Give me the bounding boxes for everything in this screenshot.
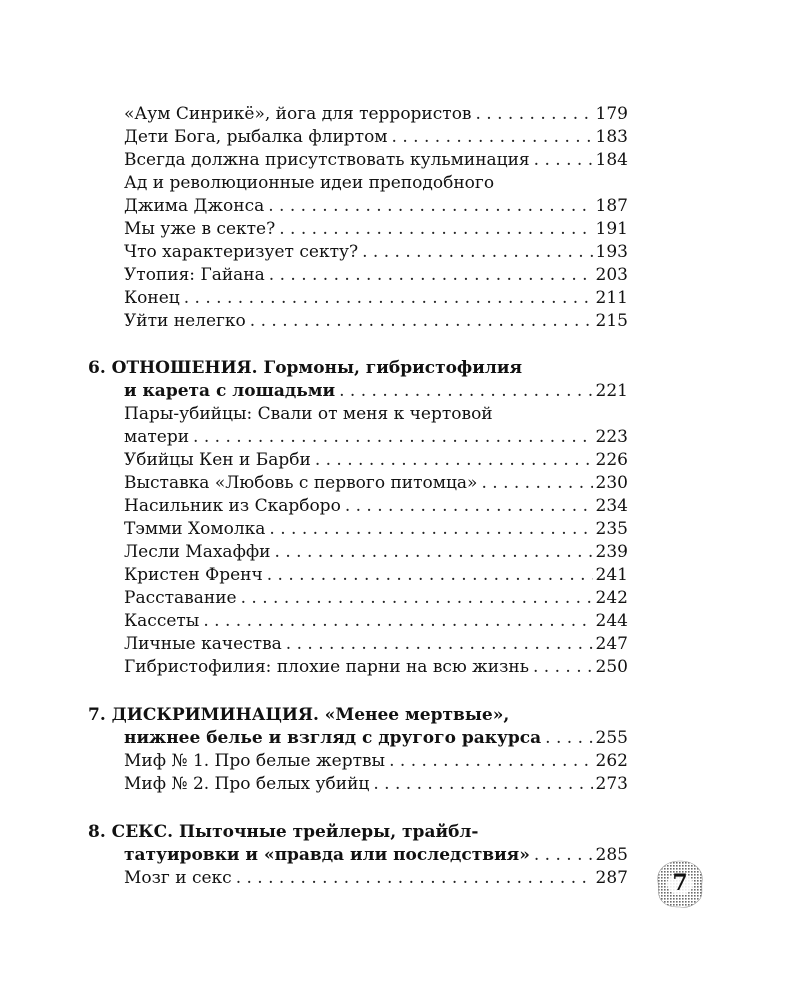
toc-entry xyxy=(124,264,628,287)
toc-entry xyxy=(124,656,628,679)
toc-leader-dots xyxy=(476,103,593,126)
toc-leader-dots xyxy=(279,218,592,241)
toc-entry-page: 184 xyxy=(595,150,628,170)
toc-entry-title: Убийцы Кен и Барби xyxy=(124,450,311,470)
toc-leader-dots xyxy=(373,773,592,796)
toc-leader-dots xyxy=(241,587,593,610)
toc-entry-page: 242 xyxy=(595,588,628,608)
toc-entry-title: Личные качества xyxy=(124,634,282,654)
toc-entry-title: Утопия: Гайана xyxy=(124,265,265,285)
toc-entry-page: 235 xyxy=(595,519,628,539)
toc-leader-dots xyxy=(236,867,593,890)
toc-leader-dots xyxy=(184,287,593,310)
toc-entry-title: Лесли Махаффи xyxy=(124,542,271,562)
page-number-badge xyxy=(652,856,708,912)
toc-leader-dots xyxy=(533,656,593,679)
toc-entry-page: 203 xyxy=(595,265,628,285)
toc-leader-dots xyxy=(315,449,593,472)
toc-entry xyxy=(124,750,628,773)
toc-entry-page: 223 xyxy=(595,427,628,447)
toc-entry-page: 211 xyxy=(595,288,628,308)
toc-entry-page: 234 xyxy=(595,496,628,516)
chapter-heading xyxy=(88,821,628,844)
toc-entry-page: 244 xyxy=(595,611,628,631)
toc-entry xyxy=(124,449,628,472)
toc-leader-dots xyxy=(392,126,593,149)
toc-entry-page: 179 xyxy=(595,104,628,124)
toc-entry-page: 287 xyxy=(595,868,628,888)
chapter-title: татуировки и «правда или последствия» xyxy=(124,845,530,865)
toc-leader-dots xyxy=(481,472,592,495)
toc-entry-title: Тэмми Хомолка xyxy=(124,519,266,539)
toc-entry xyxy=(124,310,628,333)
toc-leader-dots xyxy=(250,310,593,333)
toc-entry-title: Миф № 1. Про белые жертвы xyxy=(124,751,386,771)
toc-entry-page: 226 xyxy=(595,450,628,470)
toc-entry-page: 241 xyxy=(595,565,628,585)
chapter-title: нижнее белье и взгляд с другого ракурса xyxy=(124,728,542,748)
toc-leader-dots xyxy=(268,195,592,218)
toc-entry-page: 262 xyxy=(595,751,628,771)
toc-entry xyxy=(124,633,628,656)
toc-entry-title: Джима Джонса xyxy=(124,196,265,216)
toc-entry xyxy=(124,773,628,796)
toc-entry-page: 273 xyxy=(595,774,628,794)
toc-entry xyxy=(124,287,628,310)
chapter-heading xyxy=(88,704,628,727)
chapter-title: 6. ОТНОШЕНИЯ. Гормоны, гибристофилия xyxy=(88,358,523,378)
toc-entry-page: 191 xyxy=(595,219,628,239)
toc-entry-title: Выставка «Любовь с первого питомца» xyxy=(124,473,478,493)
toc-entry xyxy=(124,103,628,126)
toc-entry xyxy=(124,867,628,890)
toc-entry-title: Пары-убийцы: Свали от меня к чертовой xyxy=(124,404,493,424)
toc-entry xyxy=(124,472,628,495)
toc-entry-title: Уйти нелегко xyxy=(124,311,246,331)
toc-entry-title: Мы уже в секте? xyxy=(124,219,276,239)
toc-entry-page: 230 xyxy=(595,473,628,493)
toc-leader-dots xyxy=(534,844,593,867)
toc-entry-title: Миф № 2. Про белых убийц xyxy=(124,774,370,794)
toc-leader-dots xyxy=(193,426,593,449)
toc-leader-dots xyxy=(275,541,593,564)
toc-entry-page: 250 xyxy=(595,657,628,677)
chapter-title: и карета с лошадьми xyxy=(124,381,336,401)
page-number: 7 xyxy=(672,870,688,896)
toc-entry xyxy=(124,541,628,564)
toc-entry-title: Что характеризует секту? xyxy=(124,242,359,262)
toc-entry-title: «Аум Синрикё», йога для террористов xyxy=(124,104,472,124)
toc-entry xyxy=(124,518,628,541)
chapter-heading-continued xyxy=(124,380,628,403)
chapter-title: 7. ДИСКРИМИНАЦИЯ. «Менее мертвые», xyxy=(88,705,510,725)
toc-entry-title: Гибристофилия: плохие парни на всю жизнь xyxy=(124,657,529,677)
toc-entry-continued xyxy=(124,172,628,195)
toc-leader-dots xyxy=(269,264,593,287)
toc-entry-title: Ад и революционные идеи преподобного xyxy=(124,173,495,193)
toc-entry-title: Кристен Френч xyxy=(124,565,263,585)
toc-entry-title: Кассеты xyxy=(124,611,200,631)
toc-entry xyxy=(124,610,628,633)
chapter-heading xyxy=(88,357,628,380)
toc-leader-dots xyxy=(286,633,593,656)
toc-entry xyxy=(124,218,628,241)
toc-leader-dots xyxy=(203,610,592,633)
toc-entry-title: Насильник из Скарборо xyxy=(124,496,341,516)
chapter-heading-continued xyxy=(124,844,628,867)
toc-entry-title: Мозг и секс xyxy=(124,868,232,888)
toc-leader-dots xyxy=(389,750,592,773)
toc-leader-dots xyxy=(534,149,593,172)
toc-entry-page: 187 xyxy=(595,196,628,216)
toc-entry-page: 183 xyxy=(595,127,628,147)
toc-entry-page: 255 xyxy=(595,728,628,748)
chapter-title: 8. СЕКС. Пыточные трейлеры, трайбл- xyxy=(88,822,479,842)
toc-leader-dots xyxy=(267,564,593,587)
toc-entry-page: 215 xyxy=(595,311,628,331)
toc-entry xyxy=(124,126,628,149)
toc-entry-page: 221 xyxy=(595,381,628,401)
toc-entry-continued xyxy=(124,403,628,426)
toc-entry xyxy=(124,426,628,449)
toc-leader-dots xyxy=(545,727,592,750)
toc-entry-title: Расставание xyxy=(124,588,237,608)
toc-entry-title: Конец xyxy=(124,288,180,308)
toc-leader-dots xyxy=(269,518,592,541)
toc-entry xyxy=(124,564,628,587)
toc-entry-title: Всегда должна присутствовать кульминация xyxy=(124,150,530,170)
toc-entry-page: 239 xyxy=(595,542,628,562)
toc-entry xyxy=(124,149,628,172)
chapter-heading-continued xyxy=(124,727,628,750)
toc-entry xyxy=(124,495,628,518)
toc-entry-page: 285 xyxy=(595,845,628,865)
toc-entry xyxy=(124,241,628,264)
toc-entry-page: 247 xyxy=(595,634,628,654)
toc-leader-dots xyxy=(339,380,592,403)
toc-entry-title: Дети Бога, рыбалка флиртом xyxy=(124,127,388,147)
toc-entry xyxy=(124,587,628,610)
toc-entry-page: 193 xyxy=(595,242,628,262)
toc-leader-dots xyxy=(362,241,592,264)
toc-entry xyxy=(124,195,628,218)
toc-leader-dots xyxy=(345,495,593,518)
toc-entry-title: матери xyxy=(124,427,190,447)
